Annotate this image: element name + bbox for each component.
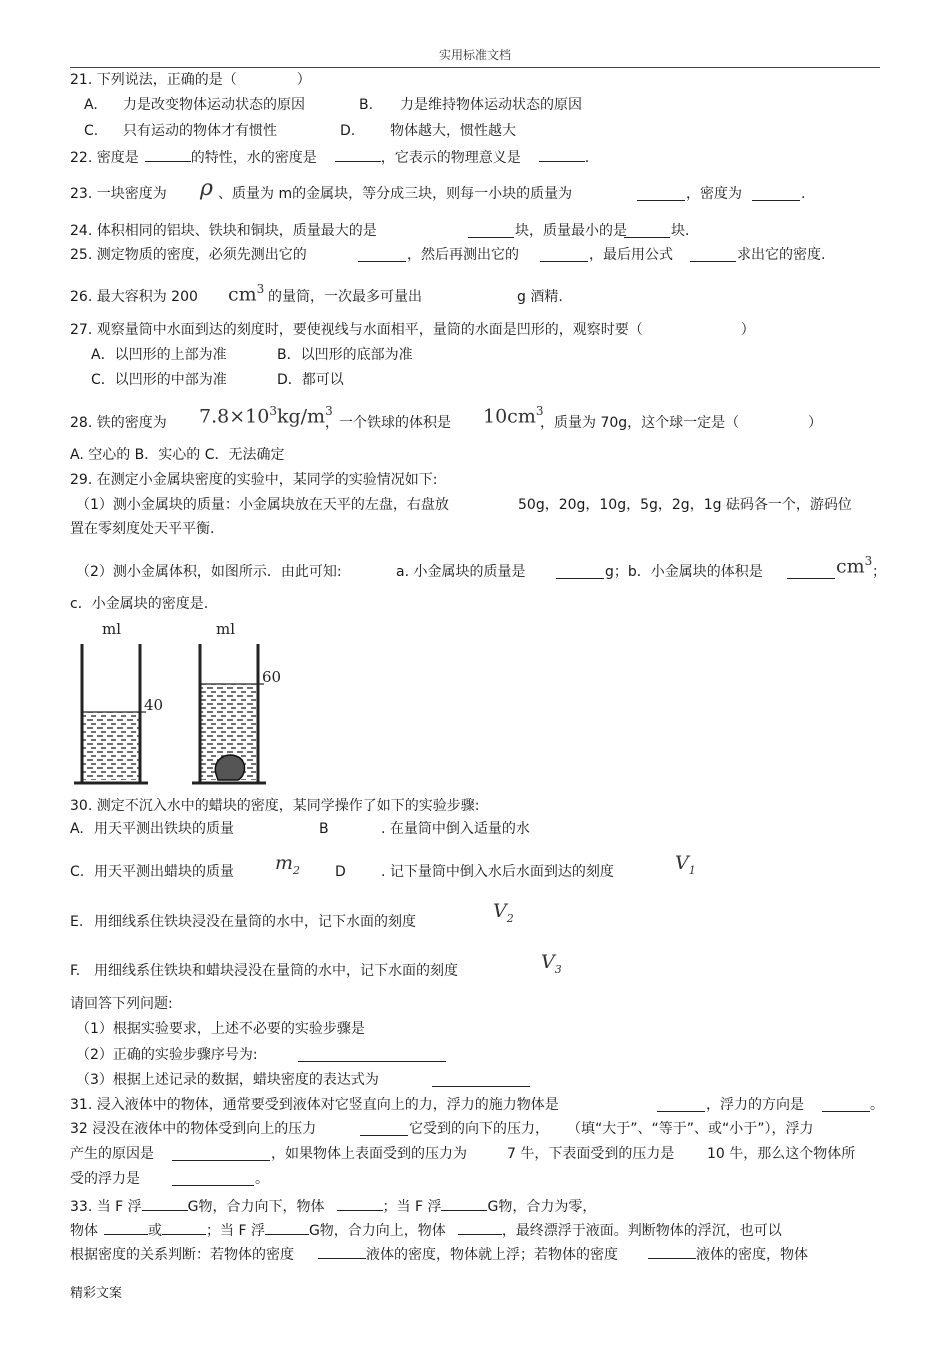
answer-blank[interactable]: [142, 1196, 188, 1211]
answer-blank[interactable]: [298, 1047, 446, 1062]
q24-part1: 24. 体积相同的铝块、铁块和铜块，质量最大的是: [70, 223, 377, 239]
q30-step-d-letter: D: [335, 864, 346, 880]
q21-option-c: 只有运动的物体才有惯性: [123, 123, 277, 139]
q22: 22. 密度是 的特性，水的密度是 ，它表示的物理意义是 .: [70, 147, 589, 167]
q32-part3: （填“大于”、“等于”、或“小于”），浮力: [567, 1121, 814, 1137]
cylinder-1: [74, 644, 163, 783]
q21-option-a-letter: A.: [84, 97, 98, 113]
q32-part1: 32 浸没在液体中的物体受到向上的压力: [70, 1121, 317, 1137]
answer-blank[interactable]: [690, 247, 736, 262]
rho-symbol: ρ: [200, 176, 213, 201]
q23-part4: .: [801, 186, 806, 202]
v3-symbol: $V_3$: [541, 951, 562, 976]
q32-part4: 产生的原因是: [70, 1146, 154, 1162]
answer-blank[interactable]: [539, 147, 585, 162]
q23-part1: 23. 一块密度为: [70, 186, 167, 202]
m2-symbol: $m_2$: [275, 852, 301, 877]
metal-block: [215, 755, 244, 780]
answer-blank[interactable]: [172, 1171, 254, 1186]
q23-part3: ，密度为: [686, 186, 742, 202]
cylinder-figure: [66, 614, 296, 792]
cylinder1-level-label: 40: [144, 696, 164, 714]
answer-blank[interactable]: [822, 1097, 870, 1112]
q27-option-d: D．都可以: [277, 372, 344, 388]
page-header: 实用标准文档: [438, 48, 511, 62]
q21-option-d-letter: D.: [340, 123, 356, 139]
answer-blank[interactable]: [540, 247, 588, 262]
q30-step-f-letter: F.: [70, 963, 81, 979]
answer-blank[interactable]: [337, 1196, 383, 1211]
q33-line3: 根据密度的关系判断：若物体的密度 液体的密度，物体就上浮；若物体的密度 液体的密度，物体: [70, 1244, 808, 1264]
q30-step-c: 用天平测出蜡块的质量: [94, 864, 234, 880]
q27-option-a: A．以凹形的上部为准: [91, 347, 227, 363]
q31-part2: ，浮力的方向是: [706, 1097, 804, 1113]
q30-sub3: （3）根据上述记录的数据，蜡块密度的表达式为: [76, 1072, 379, 1088]
cylinder2-unit-label: ml: [216, 620, 236, 638]
q26-part1: 26. 最大容积为 200: [70, 289, 198, 305]
cylinder1-water: [82, 712, 140, 780]
q32-part9: 。: [255, 1171, 269, 1187]
answer-blank[interactable]: [172, 1146, 270, 1161]
answer-blank[interactable]: [657, 1097, 705, 1112]
answer-blank[interactable]: [162, 1220, 206, 1235]
answer-blank[interactable]: [145, 147, 191, 162]
q32-part6: 7 牛，下表面受到的压力是: [507, 1146, 675, 1162]
q29-unit: $cm^3$: [836, 554, 873, 578]
q27-option-b: B．以凹形的底部为准: [277, 347, 413, 363]
q30-step-d: . 记下量筒中倒入水后水面到达的刻度: [381, 864, 614, 880]
answer-blank[interactable]: [360, 1121, 408, 1136]
q28-part3: ，质量为 70g，这个球一定是（: [540, 415, 740, 431]
q21-option-b-letter: B.: [359, 97, 374, 113]
q32-part2: 它受到的向下的压力，: [409, 1121, 549, 1137]
q33-line2: 物体 或 ；当 F 浮 G物，合力向上，物体 ，最终漂浮于液面。判断物体的浮沉，也可以: [70, 1220, 782, 1240]
iron-density-formula: $7.8\times 10^3kg/m^3$: [199, 404, 333, 428]
cylinder-2: [192, 644, 281, 783]
q26-part3: g 酒精.: [517, 289, 563, 305]
q29-line3-end: ；: [872, 564, 886, 580]
q32-part5: ，如果物体上表面受到的压力为: [271, 1146, 467, 1162]
q27-option-c: C．以凹形的中部为准: [91, 372, 227, 388]
answer-blank[interactable]: [556, 564, 604, 579]
q30-stem: 30. 测定不沉入水中的蜡块的密度，某同学操作了如下的实验步骤:: [70, 798, 480, 814]
q29-stem: 29. 在测定小金属块密度的实验中，某同学的实验情况如下:: [70, 472, 438, 488]
answer-blank[interactable]: [318, 1244, 366, 1259]
answer-blank[interactable]: [335, 147, 381, 162]
q30-ask: 请回答下列问题:: [70, 996, 173, 1012]
q30-sub2: （2）正确的实验步骤序号为:: [76, 1047, 258, 1063]
answer-blank[interactable]: [752, 186, 800, 201]
q30-step-e: 用细线系住铁块浸没在量筒的水中，记下水面的刻度: [94, 914, 416, 930]
answer-blank[interactable]: [787, 564, 835, 579]
q32-part8: 受的浮力是: [70, 1171, 140, 1187]
cylinder2-level-label: 60: [262, 668, 282, 686]
q26-unit: $cm^3$: [228, 282, 265, 306]
q29-line1b: 50g，20g，10g，5g，2g，1g 砝码各一个，游码位: [518, 497, 852, 513]
q24-part2: 块，质量最小的是: [515, 223, 627, 239]
answer-blank[interactable]: [441, 1196, 487, 1211]
answer-blank[interactable]: [458, 1220, 502, 1235]
answer-blank[interactable]: [637, 186, 685, 201]
q31-part3: 。: [870, 1097, 884, 1113]
q25-part4: 求出它的密度.: [737, 247, 826, 263]
q30-step-b-letter: B: [319, 821, 329, 837]
q30-sub1: （1）根据实验要求，上述不必要的实验步骤是: [76, 1021, 365, 1037]
q33-line1: 33. 当 F 浮 G物，合力向下，物体 ；当 F 浮 G物，合力为零，: [70, 1196, 596, 1216]
q29-line1a: （1）测小金属块的质量：小金属块放在天平的左盘，右盘放: [76, 497, 449, 513]
q28-options: A. 空心的 B．实心的 C．无法确定: [70, 447, 285, 463]
q30-step-f: 用细线系住铁块和蜡块浸没在量筒的水中，记下水面的刻度: [94, 963, 458, 979]
q21-option-c-letter: C.: [84, 123, 99, 139]
q29-line3c: g；b．小金属块的体积是: [605, 564, 763, 580]
answer-blank[interactable]: [432, 1072, 530, 1087]
cylinder1-unit-label: ml: [102, 620, 122, 638]
q30-step-a: 用天平测出铁块的质量: [94, 821, 234, 837]
q32-part7: 10 牛，那么这个物体所: [707, 1146, 856, 1162]
answer-blank[interactable]: [624, 223, 670, 238]
q31-part1: 31. 浸入液体中的物体，通常要受到液体对它竖直向上的力，浮力的施力物体是: [70, 1097, 559, 1113]
v1-symbol: $V_1$: [675, 852, 696, 877]
q21-option-a: 力是改变物体运动状态的原因: [123, 97, 305, 113]
q28-part1: 28. 铁的密度为: [70, 415, 167, 431]
q29-line3b: a. 小金属块的质量是: [396, 564, 526, 580]
q25-part1: 25. 测定物质的密度，必须先测出它的: [70, 247, 307, 263]
v2-symbol: $V_2$: [493, 900, 514, 925]
q30-step-a-letter: A.: [70, 821, 84, 837]
q21-stem: 21. 下列说法，正确的是（ ）: [70, 72, 311, 88]
q24-part3: 块.: [671, 223, 690, 239]
answer-blank[interactable]: [648, 1244, 696, 1259]
answer-blank[interactable]: [358, 247, 406, 262]
ball-volume: $10cm^3$: [483, 404, 544, 428]
header-divider: [70, 67, 880, 68]
q25-part3: ，最后用公式: [589, 247, 673, 263]
q28-close: ）: [808, 415, 822, 431]
q21-option-b: 力是维持物体运动状态的原因: [400, 97, 582, 113]
q27-stem: 27. 观察量筒中水面到达的刻度时，要使视线与水面相平，量筒的水面是凹形的，观察时要（ ）: [70, 322, 755, 338]
q26-part2: 的量筒，一次最多可量出: [268, 289, 422, 305]
q30-step-b: . 在量筒中倒入适量的水: [381, 821, 530, 837]
q29-line3a: （2）测小金属体积，如图所示．由此可知:: [76, 564, 342, 580]
q29-line2: 置在零刻度处天平平衡.: [70, 521, 215, 537]
q28-part2: ，一个铁球的体积是: [325, 415, 451, 431]
page-footer: 精彩文案: [70, 1286, 123, 1301]
answer-blank[interactable]: [468, 223, 514, 238]
answer-blank[interactable]: [104, 1220, 148, 1235]
q21-option-d: 物体越大，惯性越大: [390, 123, 516, 139]
q30-step-e-letter: E.: [70, 914, 84, 930]
answer-blank[interactable]: [265, 1220, 309, 1235]
q30-step-c-letter: C.: [70, 864, 85, 880]
q25-part2: ，然后再测出它的: [407, 247, 519, 263]
q29-line4: c．小金属块的密度是.: [70, 596, 209, 612]
q23-part2: 、质量为 m的金属块，等分成三块，则每一小块的质量为: [218, 186, 573, 202]
